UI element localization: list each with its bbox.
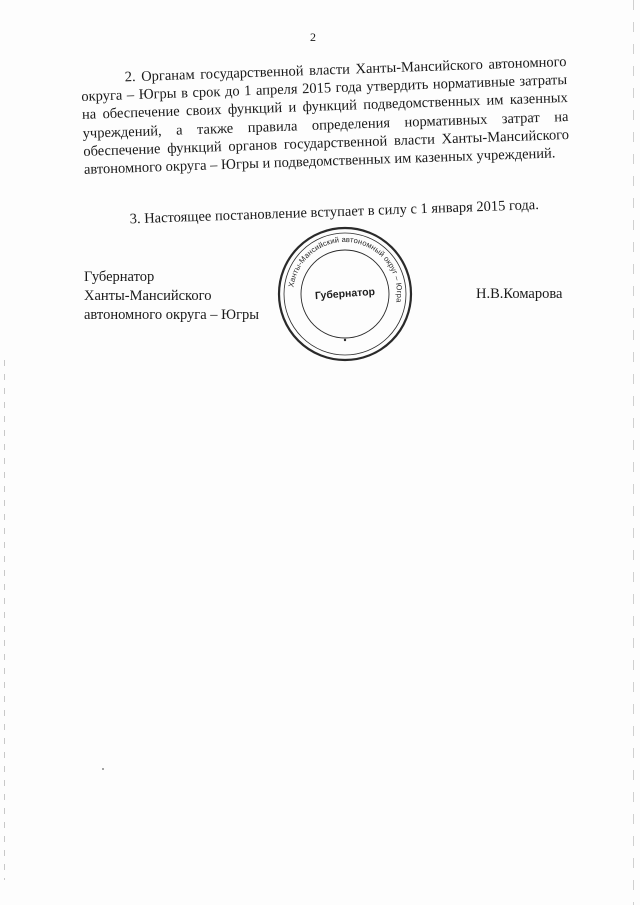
official-seal-stamp (275, 224, 415, 364)
signer-name: Н.В.Комарова (476, 286, 563, 302)
paragraph-2: 2. Органам государственной власти Ханты-Мансийского автономного округа – Югры в срок до 1 апреля 2015 года утвердить нормативные затраты на обеспечение своих функций и функций подведомственных им казенных учреждений, а также правила определения нормативных затрат на обеспечение функций органов государственной власти Ханты-Мансийского автономного округа – Югры и подведомственных им казенных учреждений. (81, 53, 570, 178)
seal-center-text: Губернатор (314, 285, 376, 303)
signature-title-line-2: Ханты-Мансийского (84, 288, 212, 304)
paragraph-3: 3. Настоящее постановление вступает в силу с 1 января 2015 года. (129, 197, 540, 228)
scan-edge-left (4, 360, 5, 880)
scan-edge-right (633, 0, 634, 905)
signature-title-block (84, 268, 259, 325)
seal-dot (344, 339, 346, 341)
signature-title-line-1: Губернатор (84, 269, 155, 285)
page-number: 2 (310, 30, 316, 44)
scan-speck (102, 768, 104, 770)
seal-ring-text: Ханты-Мансийский автономный округ – Югра (286, 234, 405, 304)
signature-title-line-3: автономного округа – Югры (84, 307, 260, 323)
